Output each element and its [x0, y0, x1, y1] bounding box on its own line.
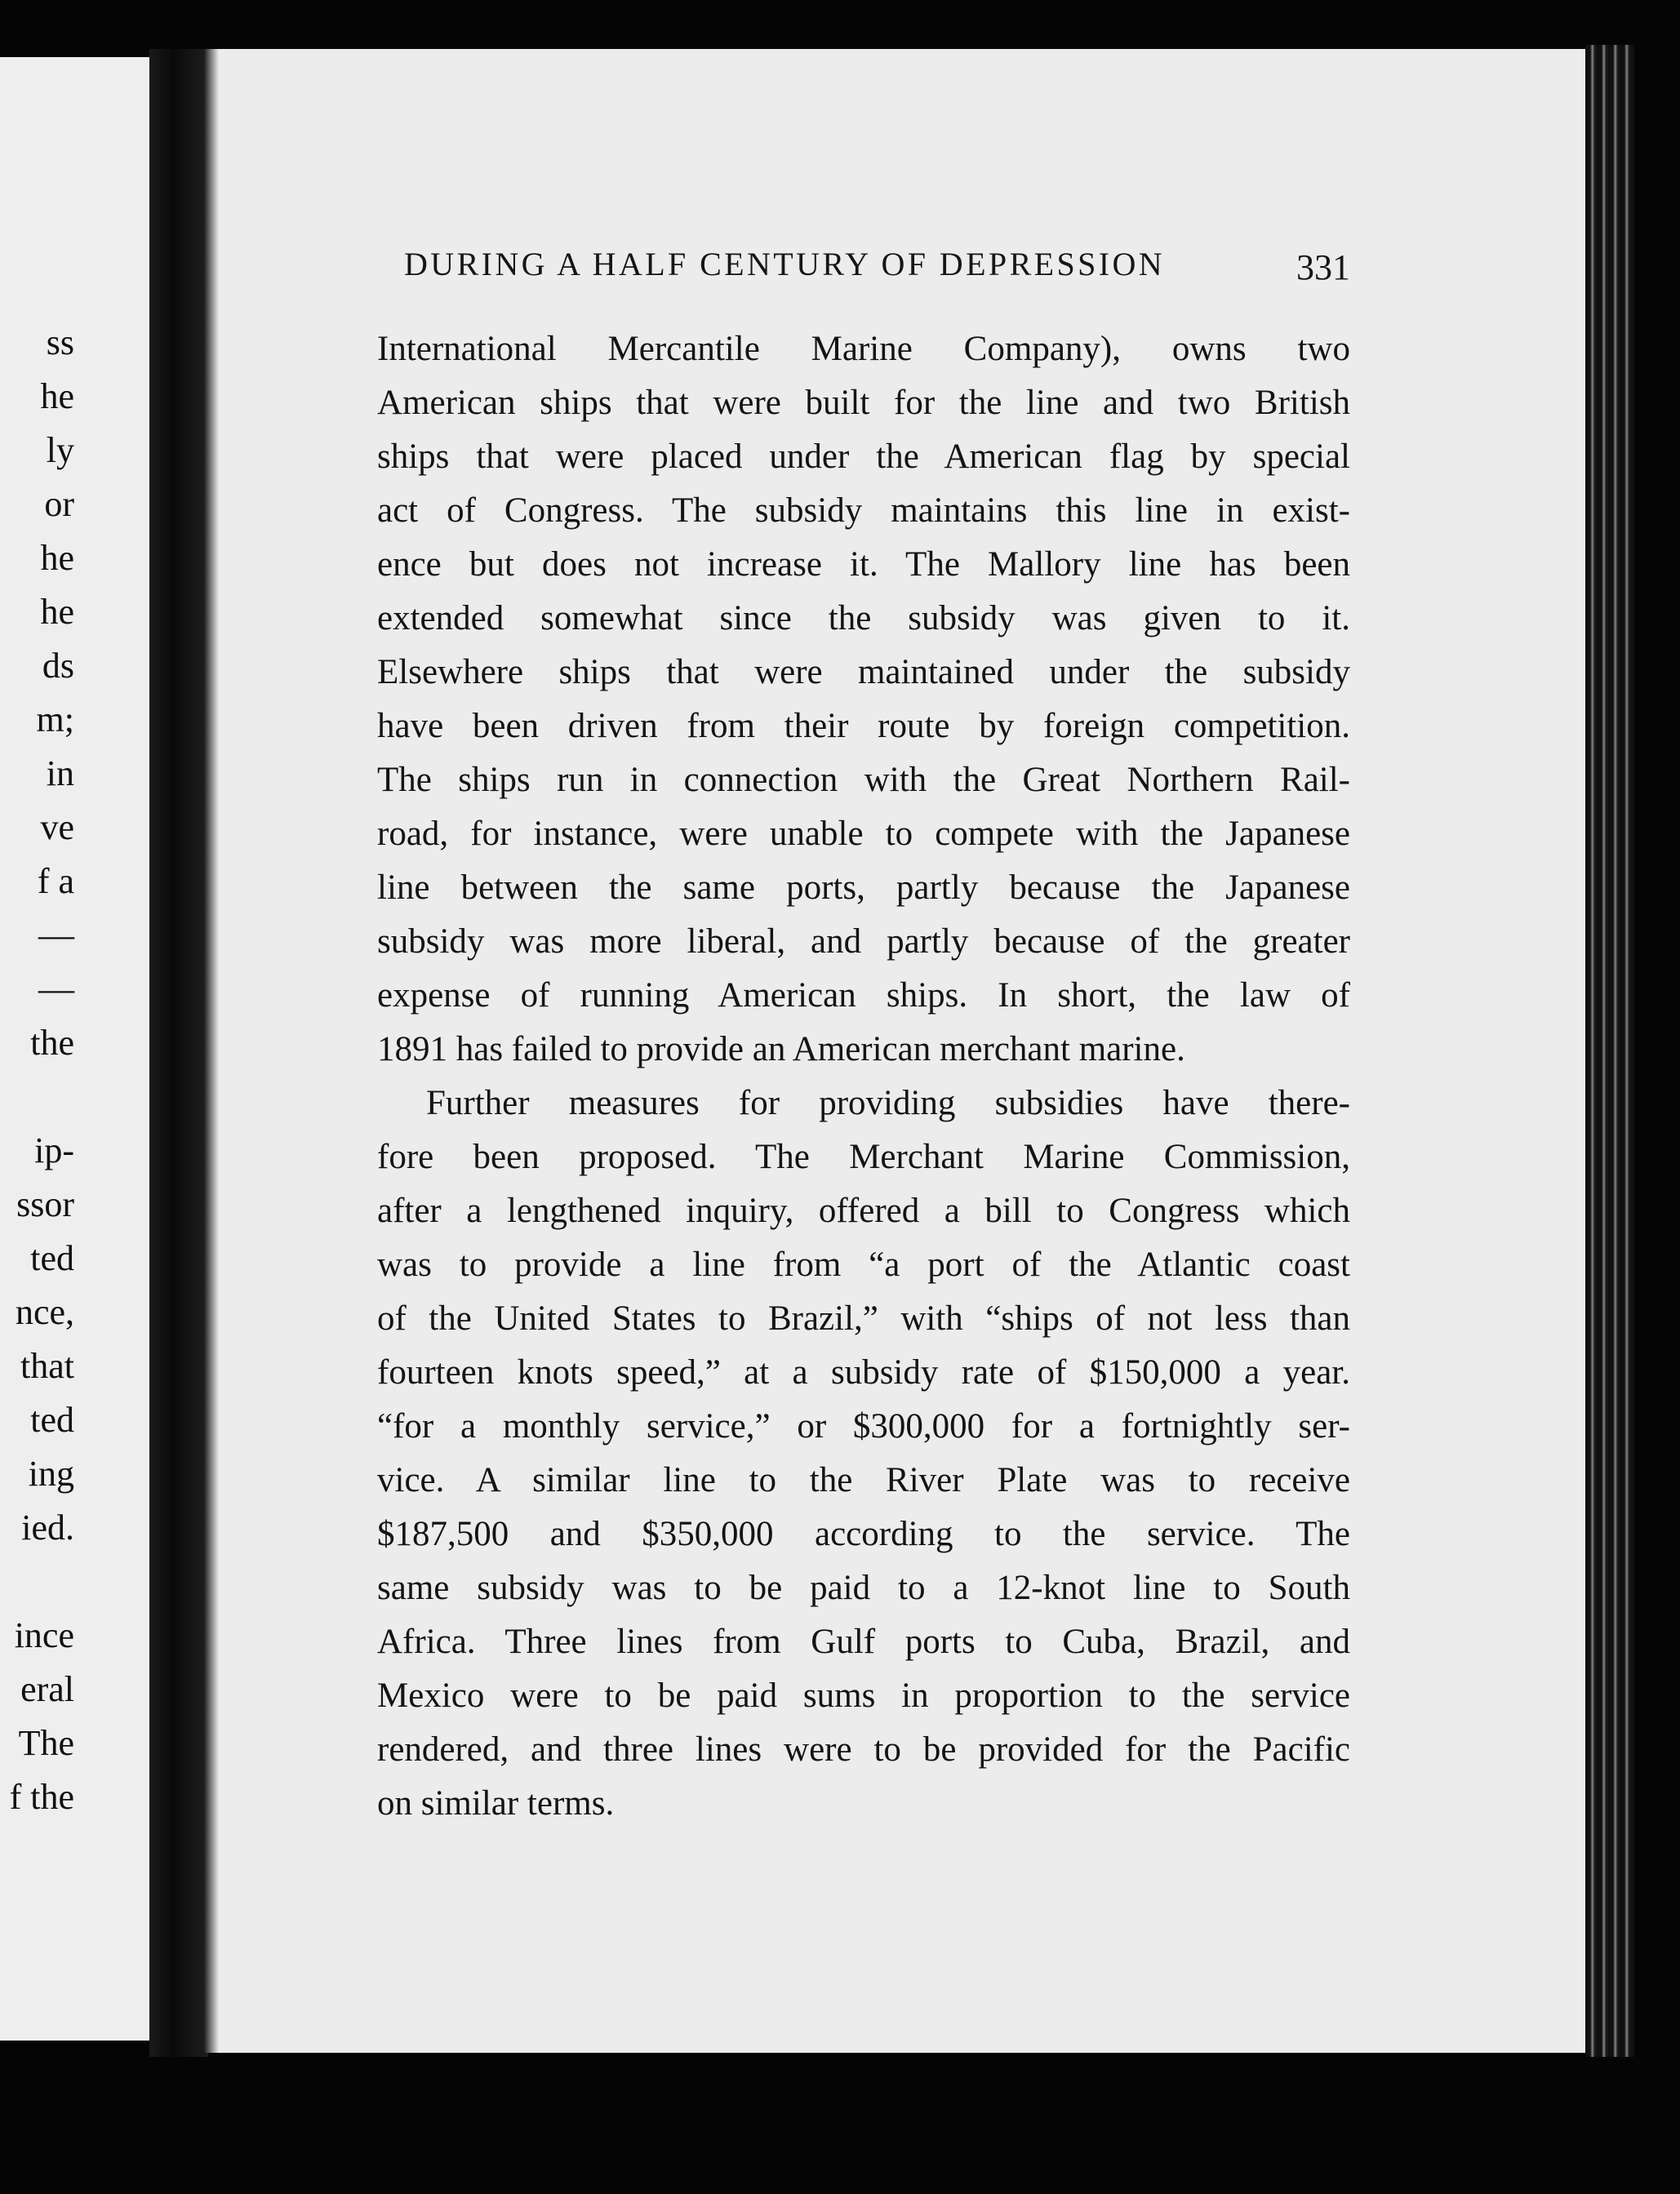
text-line: subsidy was more liberal, and partly because of the greater	[377, 922, 1350, 961]
left-page-fragment: or	[44, 484, 74, 524]
text-line: American ships that were built for the line and two British	[377, 384, 1350, 422]
text-line: after a lengthened inquiry, offered a bill to Congress which	[377, 1192, 1350, 1230]
left-page-fragment: ve	[40, 807, 74, 847]
left-page-fragment: ince	[14, 1615, 74, 1655]
text-line: extended somewhat since the subsidy was given to it.	[377, 599, 1350, 637]
text-line: The ships run in connection with the Great Northern Rail-	[377, 761, 1350, 799]
left-page-fragment: —	[38, 969, 74, 1009]
left-page-fragment: m;	[36, 700, 74, 739]
page-number: 331	[1296, 247, 1350, 287]
left-page-fragment: ted	[30, 1400, 74, 1440]
text-line: ships that were placed under the American flag by special	[377, 437, 1350, 476]
text-line: 1891 has failed to provide an American merchant marine.	[377, 1030, 1185, 1068]
left-page-fragment: ssor	[16, 1184, 74, 1224]
left-page-fragment: the	[30, 1023, 74, 1063]
text-line: Africa. Three lines from Gulf ports to Cuba, Brazil, and	[377, 1623, 1350, 1661]
left-page-fragment: ss	[46, 322, 74, 362]
body-text	[377, 322, 1350, 1831]
left-page-fragment: ted	[30, 1238, 74, 1278]
left-page-fragment: f the	[9, 1777, 74, 1817]
left-page-fragment: that	[20, 1346, 74, 1386]
text-line: same subsidy was to be paid to a 12-knot line to South	[377, 1569, 1350, 1607]
text-line: have been driven from their route by foreign competition.	[377, 707, 1350, 745]
left-page-fragment: ds	[42, 646, 74, 686]
running-head: DURING A HALF CENTURY OF DEPRESSION	[404, 246, 1166, 282]
page-edges	[1585, 45, 1634, 2057]
text-line: expense of running American ships. In short, the law of	[377, 976, 1350, 1015]
text-line: $187,500 and $350,000 according to the service. The	[377, 1515, 1350, 1553]
text-line: ence but does not increase it. The Mallory line has been	[377, 545, 1350, 584]
text-line: on similar terms.	[377, 1784, 615, 1823]
text-line: was to provide a line from “a port of the Atlantic coast	[377, 1246, 1350, 1284]
text-line: fore been proposed. The Merchant Marine Commission,	[377, 1138, 1350, 1176]
text-line: Further measures for providing subsidies have there-	[426, 1084, 1350, 1122]
text-line: act of Congress. The subsidy maintains this line in exist-	[377, 491, 1350, 530]
left-page-fragment: nce,	[15, 1292, 74, 1332]
left-page-fragment: in	[46, 753, 74, 793]
text-line: “for a monthly service,” or $300,000 for a fortnightly ser-	[377, 1407, 1350, 1446]
left-page-fragment: eral	[20, 1669, 74, 1709]
left-page-fragment: The	[18, 1723, 74, 1763]
text-line: rendered, and three lines were to be provided for the Pacific	[377, 1730, 1350, 1769]
left-page-fragment: he	[40, 538, 74, 578]
left-page-fragment: f a	[37, 861, 74, 901]
text-line: of the United States to Brazil,” with “ships of not less than	[377, 1299, 1350, 1338]
left-page-fragment: ing	[28, 1454, 74, 1494]
left-page-fragment: ip-	[34, 1130, 74, 1170]
book-gutter	[149, 49, 208, 2057]
left-page-fragment: he	[40, 592, 74, 632]
text-line: line between the same ports, partly because the Japanese	[377, 868, 1350, 907]
left-facing-page	[0, 57, 149, 2041]
text-line: International Mercantile Marine Company), owns two	[377, 330, 1350, 368]
left-page-fragment: ied.	[21, 1508, 74, 1548]
left-page-fragment: —	[38, 915, 74, 955]
text-line: Elsewhere ships that were maintained under the subsidy	[377, 653, 1350, 691]
left-page-fragment: ly	[46, 430, 74, 470]
left-page-fragment: he	[40, 376, 74, 416]
text-line: fourteen knots speed,” at a subsidy rate of $150,000 a year.	[377, 1353, 1350, 1392]
text-line: vice. A similar line to the River Plate was to receive	[377, 1461, 1350, 1499]
text-line: road, for instance, were unable to compete with the Japanese	[377, 815, 1350, 853]
text-line: Mexico were to be paid sums in proportion to the service	[377, 1677, 1350, 1715]
